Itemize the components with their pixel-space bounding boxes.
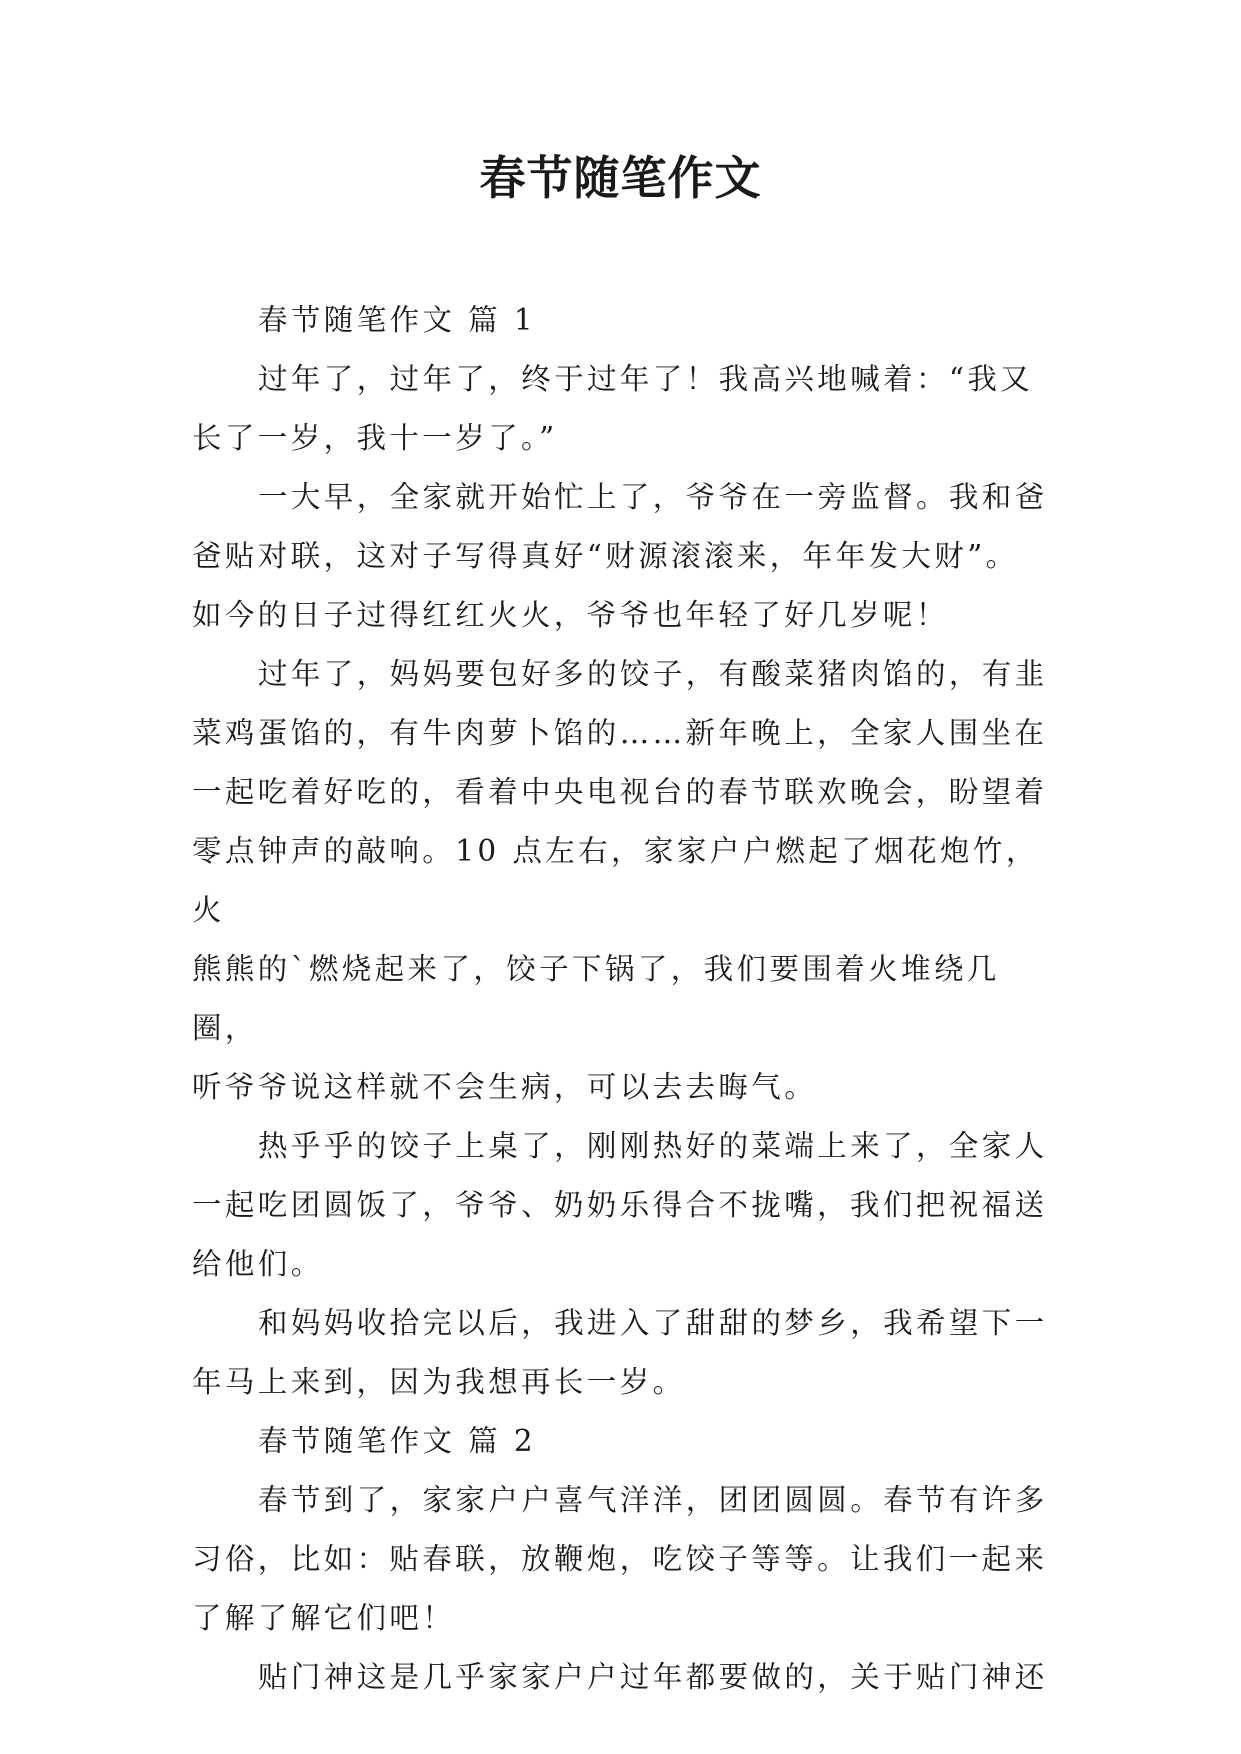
text-line: 春节随笔作文 篇 1: [258, 303, 537, 337]
document-title: 春节随笔作文: [479, 151, 762, 205]
body-paragraph: [192, 1294, 1050, 1412]
text-line: 习俗，比如：贴春联，放鞭炮，吃饺子等等。让我们一起来: [192, 1542, 1048, 1576]
text-line: 了解了解它们吧！: [192, 1601, 456, 1635]
text-line: 春节随笔作文 篇 2: [258, 1424, 537, 1458]
text-line: 热乎乎的饺子上桌了，刚刚热好的菜端上来了，全家人: [258, 1129, 1048, 1163]
text-line: 过年了，妈妈要包好多的饺子，有酸菜猪肉馅的，有韭: [258, 657, 1048, 691]
text-line: 长了一岁，我十一岁了。”: [192, 421, 558, 455]
text-line: 过年了，过年了，终于过年了！我高兴地喊着：“我又: [258, 362, 1034, 396]
section-heading: [192, 291, 1050, 350]
text-line: 熊熊的`燃烧起来了，饺子下锅了，我们要围着火堆绕几圈，: [192, 952, 1000, 1045]
document-body: [192, 291, 1050, 1707]
text-line: 贴门神这是几乎家家户户过年都要做的，关于贴门神还: [258, 1660, 1048, 1694]
text-line: 给他们。: [192, 1247, 324, 1281]
body-paragraph: [192, 468, 1050, 645]
body-paragraph: [192, 1471, 1050, 1648]
body-paragraph: [192, 350, 1050, 468]
text-line: 爸贴对联，这对子写得真好“财源滚滚来，年年发大财”。: [192, 539, 1019, 573]
text-line: 年马上来到，因为我想再长一岁。: [192, 1365, 686, 1399]
body-paragraph: [192, 1648, 1050, 1707]
text-line: 一起吃团圆饭了，爷爷、奶奶乐得合不拢嘴，我们把祝福送: [192, 1188, 1048, 1222]
text-line: 春节到了，家家户户喜气洋洋，团团圆圆。春节有许多: [258, 1483, 1048, 1517]
body-paragraph: [192, 1117, 1050, 1294]
text-line: 和妈妈收拾完以后，我进入了甜甜的梦乡，我希望下一: [258, 1306, 1048, 1340]
text-line: 菜鸡蛋馅的，有牛肉萝卜馅的……新年晚上，全家人围坐在: [192, 716, 1048, 750]
body-paragraph: [192, 645, 1050, 1117]
text-line: 一起吃着好吃的，看着中央电视台的春节联欢晚会，盼望着: [192, 775, 1048, 809]
section-heading: [192, 1412, 1050, 1471]
text-line: 零点钟声的敲响。10 点左右，家家户户燃起了烟花炮竹，火: [192, 834, 1039, 927]
text-line: 如今的日子过得红红火火，爷爷也年轻了好几岁呢！: [192, 598, 949, 632]
text-line: 听爷爷说这样就不会生病，可以去去晦气。: [192, 1070, 818, 1104]
text-line: 一大早，全家就开始忙上了，爷爷在一旁监督。我和爸: [258, 480, 1048, 514]
